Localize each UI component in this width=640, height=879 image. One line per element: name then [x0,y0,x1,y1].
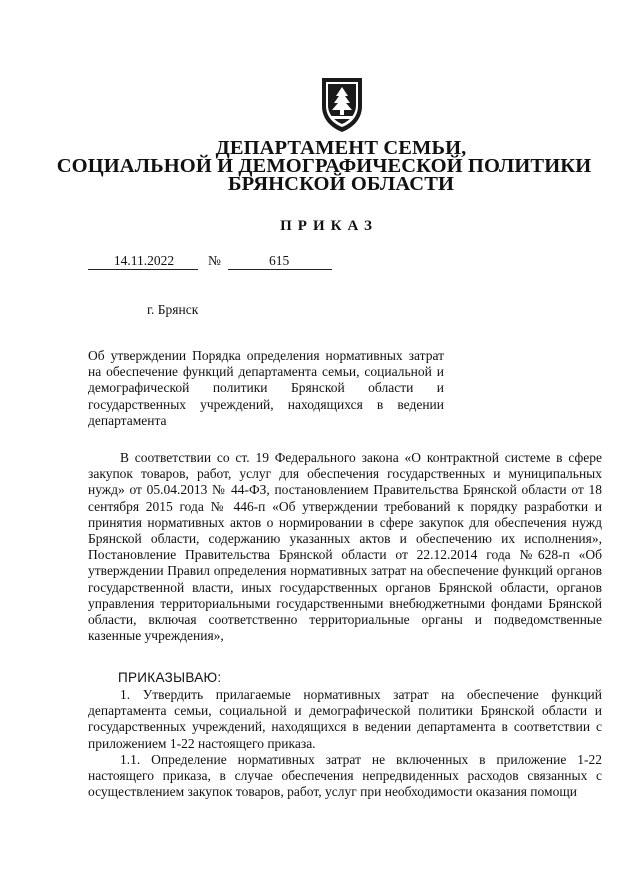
order-item-1-1: 1.1. Определение нормативных затрат не включенных в приложение 1-22 настоящего приказа, в случае обеспечения непредвиденных расходов связанных с осуществлением закупок товаров, работ, услуг при необходимости оказания помощи [88,751,602,800]
order-date-number-row [88,253,338,271]
order-item-1: 1. Утвердить прилагаемые нормативных затрат на обеспечение функций департамента семьи, социальной и демографической политики Брянской области и государственных учреждений, находящихся в ведении департамента в соответствии с приложением 1-22 настоящего приказа. [88,687,602,751]
number-sign: № [208,253,221,268]
city: г. Брянск [147,302,199,317]
order-title: ПРИКАЗ [280,218,378,234]
department-name-line-3: БРЯНСКОЙ ОБЛАСТИ [227,173,455,195]
legal-basis-paragraph: В соответствии со ст. 19 Федерального закона «О контрактной системе в сфере закупок товаров, работ, услуг для обеспечения государственных и муниципальных нужд» от 05.04.2013 № 44-ФЗ, постановлением Правительства Брянской области от 18 сентября 2015 года № 446-п «Об утверждении требований к порядку разработки и принятия нормативных актов о нормировании в сфере закупок для обеспечения нужд Брянской области, содержанию указанных актов и обеспечению их исполнения», Постановление Правительства Брянской области от 22.12.2014 года №628-п «Об утверждении Правил определения нормативных затрат на обеспечение функций органов государственной власти, иных государственных органов Брянской области, органов управления территориальными государственными внебюджетными фондами Брянской области, включая соответственно территориальные органы и подведомственные казенные учреждения», [88,450,602,644]
order-items [88,687,602,800]
department-name-line-1: ДЕПАРТАМЕНТ СЕМЬИ, [215,137,467,159]
legal-basis [88,450,602,644]
order-number: 615 [228,253,332,270]
order-directive-heading: ПРИКАЗЫВАЮ: [118,670,222,685]
order-date: 14.11.2022 [88,253,198,270]
department-name-line-2: СОЦИАЛЬНОЙ И ДЕМОГРАФИЧЕСКОЙ ПОЛИТИКИ [56,155,592,177]
order-subject: Об утверждении Порядка определения нормативных затрат на обеспечение функций департамента семьи, социальной и демографической политики Брянской области и государственных учреждений, находящихся в ведении департамента [88,348,444,428]
coat-of-arms-icon [318,74,366,134]
